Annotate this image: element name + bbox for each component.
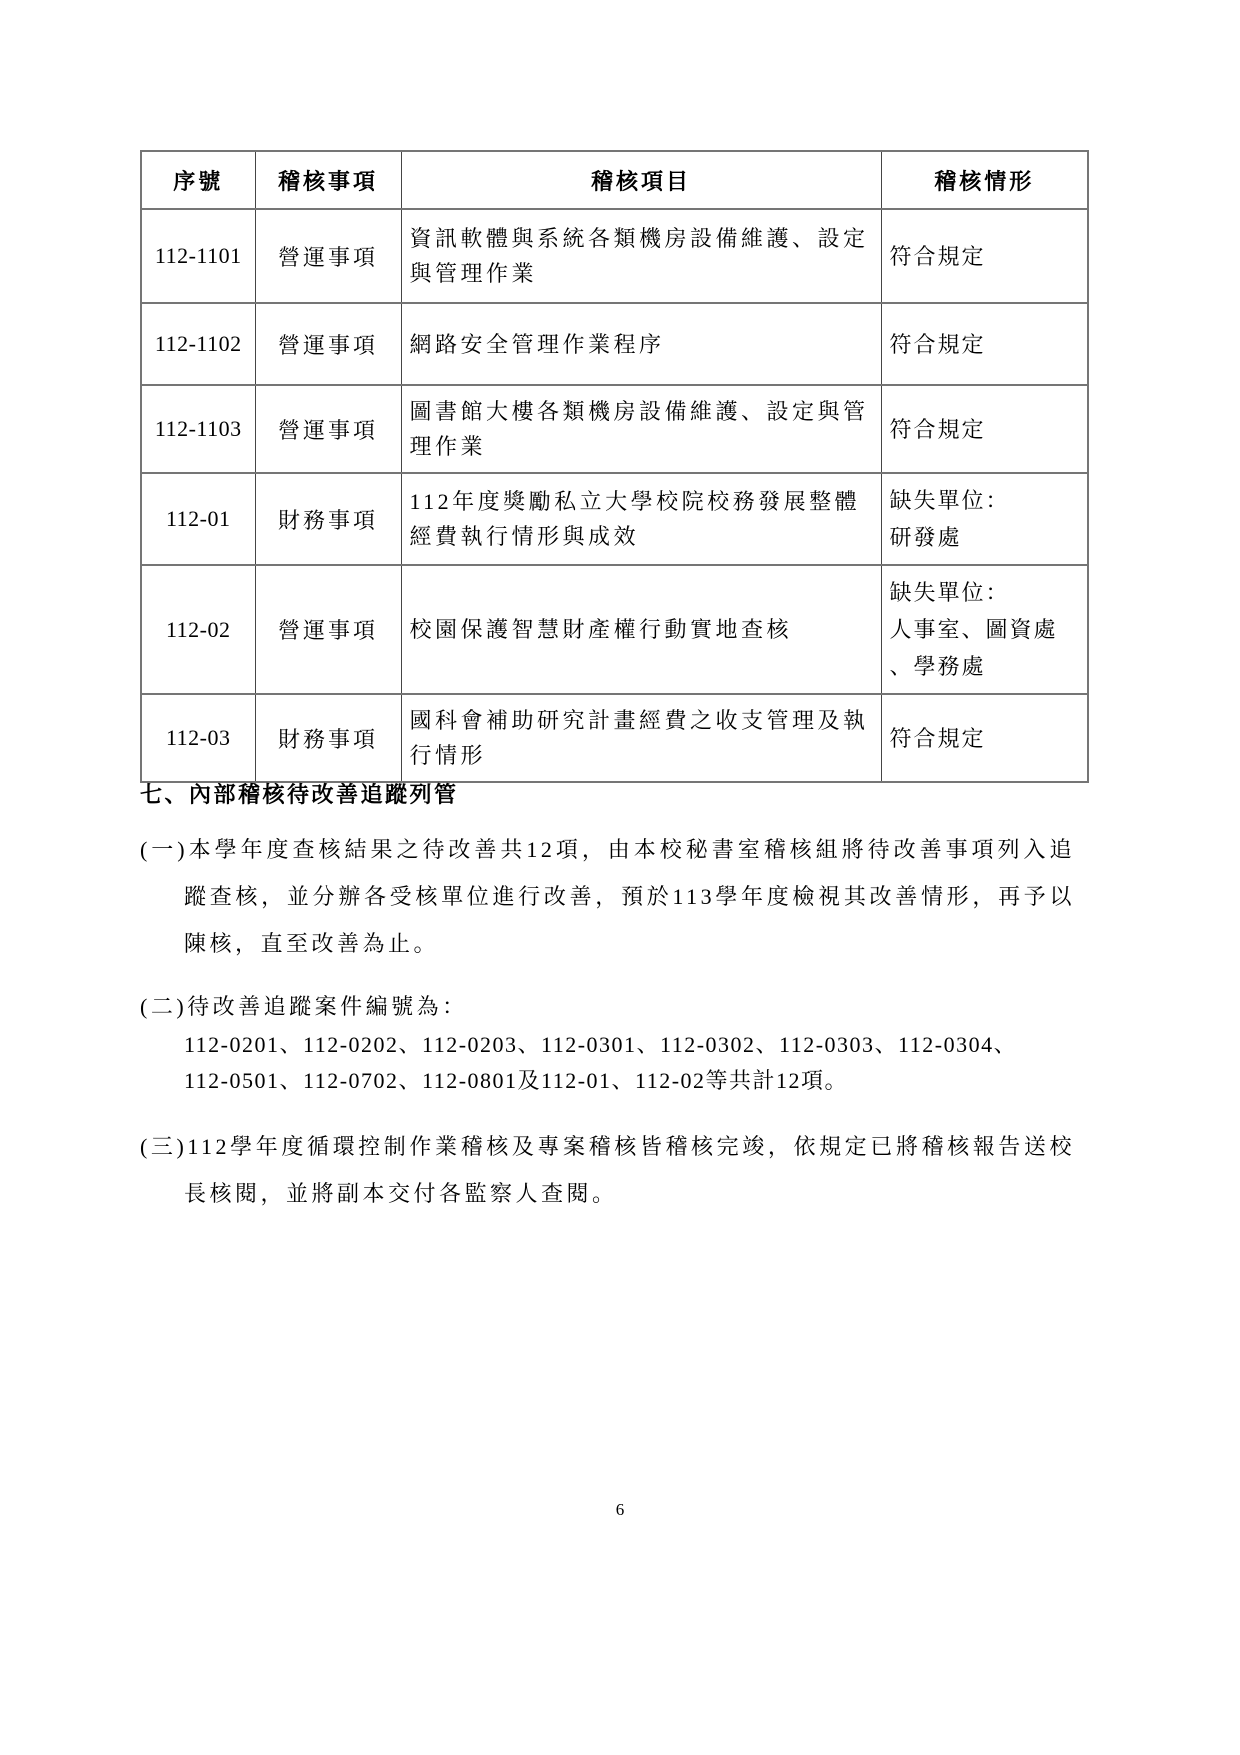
- cell-result: [881, 473, 1088, 565]
- paragraph-one-text: 本學年度查核結果之待改善共12項，由本校秘書室稽核組將待改善事項列入追蹤查核，並分辦各受核單位進行改善，預於113學年度檢視其改善情形，再予以陳核，直至改善為止。: [184, 837, 1075, 956]
- cell-item: 網路安全管理作業程序: [401, 303, 881, 385]
- table-row: [141, 565, 1088, 694]
- cell-result: [881, 209, 1088, 303]
- result-line: 符合規定: [889, 416, 986, 442]
- paragraph-three-text: 112學年度循環控制作業稽核及專案稽核皆稽核完竣，依規定已將稽核報告送校長核閱，並將副本交付各監察人查閱。: [184, 1134, 1076, 1206]
- cell-item: 校園保護智慧財產權行動實地查核: [401, 565, 881, 694]
- cell-serial: 112-02: [141, 565, 255, 694]
- cell-serial: 112-01: [141, 473, 255, 565]
- paragraph-one: [140, 826, 1075, 967]
- cell-result: [881, 385, 1088, 473]
- table-row: [141, 303, 1088, 385]
- cell-category: 營運事項: [255, 303, 401, 385]
- cell-result: [881, 694, 1088, 782]
- result-line: 、學務處: [889, 654, 986, 679]
- cell-serial: 112-1103: [141, 385, 255, 473]
- cell-item: 國科會補助研究計畫經費之收支管理及執行情形: [401, 694, 881, 782]
- column-header-category: 稽核事項: [255, 151, 401, 209]
- follow-up-section: [140, 780, 1075, 1217]
- result-line: 缺失單位：: [889, 488, 1010, 513]
- paragraph-two-intro-text: 待改善追蹤案件編號為：: [187, 994, 468, 1019]
- table-row: [141, 385, 1088, 473]
- case-number-line: 112-0201、112-0202、112-0203、112-0301、112-0302、112-0303、112-0304、: [184, 1032, 1018, 1057]
- cell-serial: 112-03: [141, 694, 255, 782]
- paragraph-three-label: (三): [140, 1134, 188, 1159]
- table-row: [141, 473, 1088, 565]
- column-header-serial: 序號: [141, 151, 255, 209]
- paragraph-two: [140, 987, 1075, 1099]
- cell-item: 112年度獎勵私立大學校院校務發展整體經費執行情形與成效: [401, 473, 881, 565]
- table-header-row: [141, 151, 1088, 209]
- cell-serial: 112-1101: [141, 209, 255, 303]
- cell-category: 財務事項: [255, 694, 401, 782]
- table-row: [141, 694, 1088, 782]
- column-header-item: 稽核項目: [401, 151, 881, 209]
- cell-result: [881, 303, 1088, 385]
- section-heading: 七、內部稽核待改善追蹤列管: [140, 782, 459, 807]
- result-line: 缺失單位：: [889, 580, 1010, 605]
- paragraph-two-intro: [140, 987, 1075, 1027]
- result-line: 符合規定: [889, 725, 986, 751]
- audit-results-table: [140, 150, 1089, 783]
- column-header-result: 稽核情形: [881, 151, 1088, 209]
- paragraph-one-label: (一): [140, 837, 189, 862]
- case-number-line: 112-0501、112-0702、112-0801及112-01、112-02等共計12項。: [184, 1068, 849, 1093]
- cell-item: 資訊軟體與系統各類機房設備維護、設定與管理作業: [401, 209, 881, 303]
- result-line: 符合規定: [889, 331, 986, 357]
- cell-item: 圖書館大樓各類機房設備維護、設定與管理作業: [401, 385, 881, 473]
- cell-category: 財務事項: [255, 473, 401, 565]
- paragraph-two-label: (二): [140, 994, 188, 1019]
- cell-serial: 112-1102: [141, 303, 255, 385]
- result-line: 人事室、圖資處: [889, 617, 1058, 642]
- paragraph-three: [140, 1123, 1075, 1217]
- cell-category: 營運事項: [255, 385, 401, 473]
- cell-result: [881, 565, 1088, 694]
- table-row: [141, 209, 1088, 303]
- result-line: 符合規定: [889, 243, 986, 269]
- page-number: 6: [615, 1500, 625, 1519]
- cell-category: 營運事項: [255, 209, 401, 303]
- result-line: 研發處: [889, 525, 962, 550]
- cell-category: 營運事項: [255, 565, 401, 694]
